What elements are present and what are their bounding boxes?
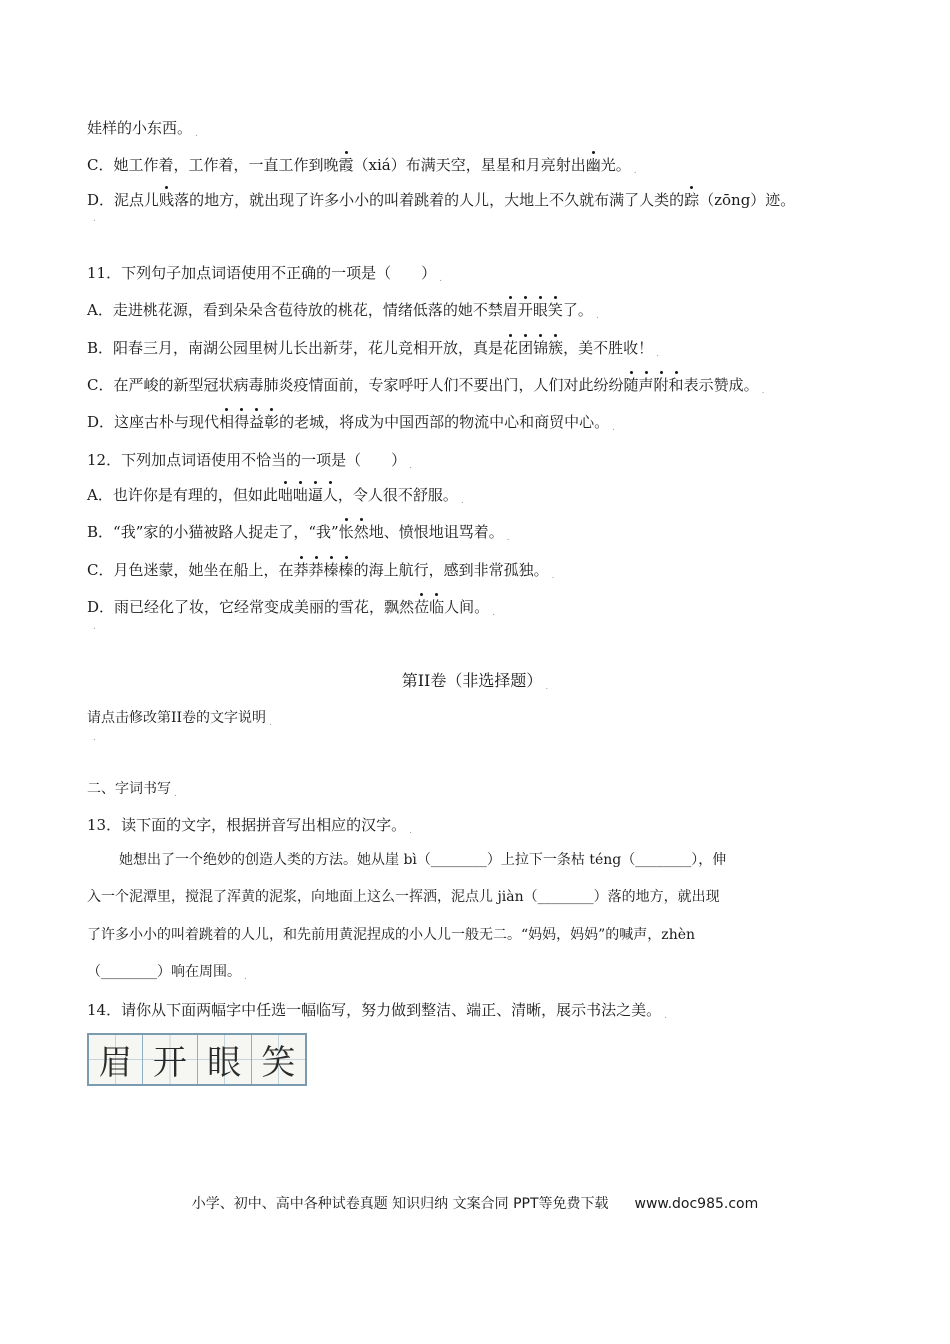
- dotted-char: 莅: [414, 598, 430, 616]
- q12-option-b: B．“我”家的小猫被路人捉走了，“我”怅然地、愤恨地诅骂着。 $_.$: [87, 523, 510, 543]
- q13-passage-line-2: [87, 887, 847, 907]
- answer-blank[interactable]: ________: [101, 964, 157, 980]
- option-label: D．: [87, 413, 115, 431]
- dotted-char: 幽: [585, 156, 601, 174]
- footer-url[interactable]: www.doc985.com: [634, 1196, 759, 1212]
- option-text: 了。: [562, 301, 593, 319]
- section-heading-text: 二、字词书写: [87, 781, 171, 797]
- dotted-char: 得: [234, 413, 250, 431]
- option-text: 在严峻的新型冠状病毒肺炎疫情面前，专家呼吁人们不要出门，人们对此纷纷: [113, 376, 624, 394]
- dotted-char: 相: [219, 413, 235, 431]
- dotted-char: 和: [668, 376, 684, 394]
- part2-title-text: 第II卷（非选择题）: [401, 671, 543, 690]
- option-text: （zōng）迹。: [699, 191, 796, 209]
- option-text: 月色迷蒙，她坐在船上，在: [113, 561, 294, 579]
- passage-text: ）响在周围。: [157, 964, 241, 980]
- option-text: 这座古朴与现代: [114, 413, 220, 431]
- option-text: 走进桃花源，看到朵朵含苞待放的桃花，情绪低落的她不禁: [112, 301, 503, 319]
- q12-option-a: A．也许你是有理的，但如此咄咄逼人，令人很不舒服。 $_.$: [87, 486, 464, 506]
- option-label: A．: [87, 486, 113, 504]
- page-footer: [0, 1193, 950, 1213]
- option-label: B．: [87, 339, 114, 357]
- part2-note: 请点击修改第II卷的文字说明 $_.$: [87, 710, 272, 728]
- option-text: 人间。: [444, 598, 490, 616]
- dotted-char: 咄: [277, 486, 293, 504]
- q11-stem: 11．下列句子加点词语使用不正确的一项是（ ） $_.$: [87, 264, 442, 284]
- question-stem-text: 13．读下面的文字，根据拼音写出相应的汉字。: [87, 816, 407, 834]
- calligraphy-sample: [87, 1033, 307, 1086]
- option-text: 表示赞成。: [683, 376, 759, 394]
- option-text: 泥点儿: [114, 191, 160, 209]
- dotted-char: 逼: [307, 486, 323, 504]
- question-stem-text: 12．下列加点词语使用不恰当的一项是（ ）: [87, 451, 407, 469]
- dotted-char: 莽: [293, 561, 309, 579]
- dotted-char: 锦: [533, 339, 549, 357]
- passage-text: （: [87, 964, 101, 980]
- question-stem-text: 14．请你从下面两幅字中任选一幅临写，努力做到整洁、端正、清晰，展示书法之美。: [87, 1001, 662, 1019]
- passage-text: 入一个泥潭里，搅混了浑黄的泥浆，向地面上这么一挥洒，泥点儿 jiàn（: [87, 889, 538, 905]
- answer-blank[interactable]: ________: [537, 889, 594, 905]
- option-text: 落的地方，就出现了许多小小的叫着跳着的人儿，大地上不久就布满了人类的: [174, 191, 685, 209]
- q11-option-b: B．阳春三月，南湖公园里树儿长出新芽，花儿竞相开放，真是花团锦簇，美不胜收！ $_.$: [87, 339, 659, 359]
- option-label: D．: [87, 598, 115, 616]
- passage-text: ）落的地方，就出现: [593, 889, 720, 905]
- calligraphy-cell: 开: [143, 1035, 197, 1084]
- option-text: 的老城，将成为中国西部的物流中心和商贸中心。: [279, 413, 610, 431]
- dotted-char: 踪: [684, 191, 700, 209]
- question-stem-text: 11．下列句子加点词语使用不正确的一项是（ ）: [87, 264, 437, 282]
- q11-option-d: D．这座古朴与现代相得益彰的老城，将成为中国西部的物流中心和商贸中心。 $_.$: [87, 413, 615, 433]
- q13-passage-line-3: [87, 925, 847, 945]
- dotted-char: 笑: [547, 301, 563, 319]
- calligraphy-cell: 眉: [89, 1035, 143, 1084]
- option-text: 地、愤恨地诅骂着。: [368, 523, 504, 541]
- option-text: ，令人很不舒服。: [337, 486, 458, 504]
- option-text: “我”家的小猫被路人捉走了，“我”: [113, 523, 339, 541]
- calligraphy-cell: 笑: [252, 1035, 305, 1084]
- q10-option-d: [87, 190, 795, 210]
- part2-title: 第II卷（非选择题） .: [401, 671, 549, 692]
- part2-note-text: 请点击修改第II卷的文字说明: [87, 710, 267, 726]
- option-text: （xiá）布满天空，星星和月亮射出: [353, 156, 586, 174]
- q11-option-c: C．在严峻的新型冠状病毒肺炎疫情面前，专家呼吁人们不要出门，人们对此纷纷随声附和表示赞成。 $_.$: [87, 376, 765, 396]
- passage-text: 了许多小小的叫着跳着的人儿，和先前用黄泥捏成的小人儿一般无二。“妈妈，妈妈”的喊声，zhèn: [87, 927, 696, 943]
- option-label: B．: [87, 523, 114, 541]
- dotted-char: 彰: [264, 413, 280, 431]
- option-label: A．: [87, 301, 113, 319]
- q12-option-c: C．月色迷蒙，她坐在船上，在莽莽榛榛的海上航行，感到非常孤独。 $_.$: [87, 561, 555, 581]
- option-label: C．: [87, 561, 114, 579]
- dotted-char: 团: [518, 339, 534, 357]
- dotted-char: 榛: [338, 561, 354, 579]
- passage-text: ）上拉下一条枯 téng（: [486, 852, 636, 868]
- dotted-char: 然: [353, 523, 369, 541]
- q13-stem: 13．读下面的文字，根据拼音写出相应的汉字。 $_.$: [87, 816, 412, 836]
- option-text: 雨已经化了妆，它经常变成美丽的雪花，飘然: [114, 598, 415, 616]
- dotted-char: 益: [249, 413, 265, 431]
- dotted-char: 声: [638, 376, 654, 394]
- option-text: 光。: [600, 156, 631, 174]
- q12-option-d: D．雨已经化了妆，它经常变成美丽的雪花，飘然莅临人间。 $_.$: [87, 598, 495, 618]
- calligraphy-cell: 眼: [198, 1035, 252, 1084]
- q13-passage-line-4: （________）响在周围。 $_.$: [87, 964, 247, 982]
- passage-text: 她想出了一个绝妙的创造人类的方法。她从崖 bì（: [119, 852, 431, 868]
- q10-option-c: C．她工作着，工作着，一直工作到晚霞（xiá）布满天空，星星和月亮射出幽光。 $_.$: [87, 156, 637, 176]
- dotted-char: 咄: [292, 486, 308, 504]
- answer-blank[interactable]: ________: [430, 852, 487, 868]
- option-text: 也许你是有理的，但如此: [112, 486, 278, 504]
- dotted-char: 眉: [502, 301, 518, 319]
- section-heading: 二、字词书写 $_.$: [87, 781, 177, 799]
- q12-stem: 12．下列加点词语使用不恰当的一项是（ ） $_.$: [87, 451, 412, 471]
- q13-passage-line-1: [119, 850, 879, 870]
- option-label: D．: [87, 191, 115, 209]
- q10-continuation: 娃样的小东西。 $_.$: [87, 119, 198, 139]
- option-text: 阳春三月，南湖公园里树儿长出新芽，花儿竞相开放，真是: [113, 339, 504, 357]
- dotted-char: 簇: [548, 339, 564, 357]
- dotted-char: 花: [503, 339, 519, 357]
- dotted-char: 榛: [323, 561, 339, 579]
- option-text: 她工作着，工作着，一直工作到晚: [113, 156, 339, 174]
- dotted-char: 附: [653, 376, 669, 394]
- footer-text: 小学、初中、高中各种试卷真题 知识归纳 文案合同 PPT等免费下载: [191, 1196, 609, 1212]
- option-label: C．: [87, 156, 114, 174]
- dotted-char: 开: [517, 301, 533, 319]
- dotted-char: 眼: [532, 301, 548, 319]
- passage-text: ），伸: [691, 852, 727, 868]
- dotted-char: 随: [623, 376, 639, 394]
- answer-blank[interactable]: ________: [635, 852, 692, 868]
- q11-option-a: A．走进桃花源，看到朵朵含苞待放的桃花，情绪低落的她不禁眉开眼笑了。 $_.$: [87, 301, 599, 321]
- option-text: 的海上航行，感到非常孤独。: [353, 561, 549, 579]
- option-text: ，美不胜收！: [563, 339, 654, 357]
- dotted-char: 莽: [308, 561, 324, 579]
- dotted-char: 人: [322, 486, 338, 504]
- q14-stem: 14．请你从下面两幅字中任选一幅临写，努力做到整洁、端正、清晰，展示书法之美。 $_.$: [87, 1001, 667, 1021]
- option-label: C．: [87, 376, 114, 394]
- q10-cont-text: 娃样的小东西。: [87, 119, 193, 137]
- dotted-char: 临: [429, 598, 445, 616]
- dotted-char: 怅: [338, 523, 354, 541]
- dotted-char: 贱: [159, 191, 175, 209]
- dotted-char: 霞: [338, 156, 354, 174]
